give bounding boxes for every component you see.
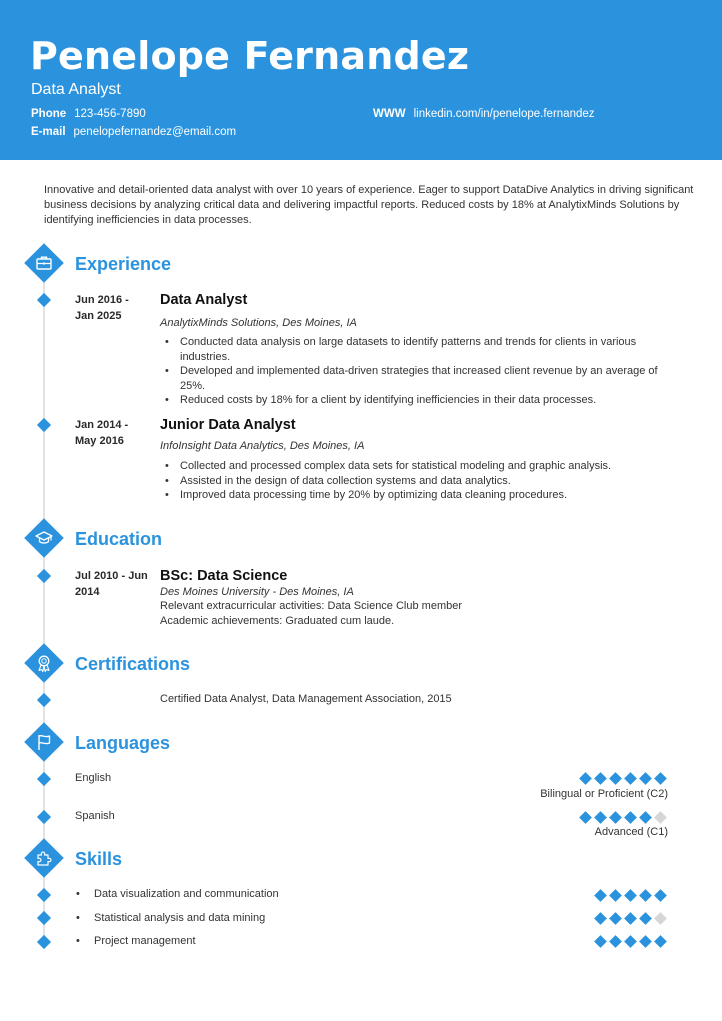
candidate-role: Data Analyst — [31, 81, 121, 98]
education-activities: Relevant extracurricular activities: Data Science Club member — [160, 600, 463, 612]
flag-icon — [34, 732, 54, 752]
timeline-dot — [37, 772, 51, 786]
job-date-start: Jun 2016 - — [75, 294, 129, 306]
profile-summary: Innovative and detail-oriented data analyst with over 10 years of experience. Eager to support DataDive Analytics in driving significant business decisions by analyzing critical data and delivering impactful reports. Reduced costs by 18% at AnalytixMinds Solutions by identifying inefficiencies in data processes. — [44, 184, 694, 226]
rating-diamond-filled — [654, 889, 667, 902]
certifications-heading: Certifications — [75, 654, 191, 674]
certifications-section-icon — [24, 643, 64, 683]
rating-diamond-filled — [594, 889, 607, 902]
skill-name: Statistical analysis and data mining — [94, 912, 266, 924]
header-banner — [0, 0, 722, 160]
rating-diamond-filled — [654, 935, 667, 948]
puzzle-piece-icon — [34, 848, 54, 868]
rating-diamond-filled — [654, 772, 667, 785]
rating-diamond-filled — [579, 772, 592, 785]
timeline-dot — [37, 293, 51, 307]
degree-title: BSc: Data Science — [160, 568, 288, 584]
job-bullet: • Improved data processing time by 20% by optimizing data cleaning procedures. — [160, 488, 680, 503]
skill-rating — [594, 912, 666, 924]
rating-diamond-filled — [594, 935, 607, 948]
job-bullet: • Developed and implemented data-driven strategies that increased client revenue by an average of 25%. — [160, 364, 680, 393]
timeline-dot — [37, 418, 51, 432]
phone-label: Phone — [31, 108, 67, 120]
timeline-dot — [37, 935, 51, 949]
rating-diamond-filled — [609, 811, 622, 824]
job-date-end: Jan 2025 — [75, 310, 122, 322]
rating-diamond-filled — [624, 935, 637, 948]
timeline-dot — [37, 569, 51, 583]
experience-section-icon — [24, 243, 64, 283]
language-level: Advanced (C1) — [594, 826, 668, 838]
www-contact — [373, 106, 595, 122]
job-title: Junior Data Analyst — [160, 417, 296, 433]
graduation-cap-icon — [34, 528, 54, 548]
rating-diamond-filled — [639, 772, 652, 785]
education-section-icon — [24, 518, 64, 558]
rating-diamond-filled — [639, 889, 652, 902]
rating-diamond-filled — [579, 811, 592, 824]
rating-diamond-filled — [624, 772, 637, 785]
job-bullet: • Collected and processed complex data sets for statistical modeling and graphic analysis. — [160, 459, 680, 474]
rating-diamond-filled — [609, 935, 622, 948]
job-bullet: • Reduced costs by 18% for a client by identifying inefficiencies in their data processes. — [160, 393, 680, 408]
skill-rating — [594, 935, 666, 947]
certification-item: Certified Data Analyst, Data Management Association, 2015 — [160, 693, 452, 705]
languages-heading: Languages — [75, 733, 171, 753]
timeline-dot — [37, 911, 51, 925]
briefcase-icon — [34, 253, 54, 273]
education-date-start: Jul 2010 - Jun — [75, 570, 148, 582]
education-heading: Education — [75, 529, 163, 549]
language-name: English — [75, 772, 112, 784]
skill-name: Project management — [94, 935, 196, 947]
job-company: InfoInsight Data Analytics, Des Moines, IA — [160, 440, 365, 452]
skill-name: Data visualization and communication — [94, 888, 279, 900]
phone-contact — [31, 106, 146, 122]
rating-diamond-filled — [594, 811, 607, 824]
rating-diamond-filled — [609, 772, 622, 785]
job-date — [75, 292, 129, 324]
award-ribbon-icon — [34, 653, 54, 673]
rating-diamond-empty — [654, 811, 667, 824]
rating-diamond-filled — [624, 889, 637, 902]
education-date — [75, 568, 148, 600]
www-value[interactable]: linkedin.com/in/penelope.fernandez — [413, 108, 595, 120]
rating-diamond-filled — [594, 912, 607, 925]
rating-diamond-filled — [609, 912, 622, 925]
rating-diamond-filled — [624, 912, 637, 925]
education-achievements: Academic achievements: Graduated cum laude. — [160, 615, 395, 627]
job-company: AnalytixMinds Solutions, Des Moines, IA — [160, 317, 357, 329]
job-bullet: • Assisted in the design of data collection systems and data analytics. — [160, 474, 680, 489]
rating-diamond-filled — [594, 772, 607, 785]
job-bullets — [160, 459, 680, 503]
language-name: Spanish — [75, 810, 115, 822]
rating-diamond-filled — [639, 912, 652, 925]
job-bullet: • Conducted data analysis on large datasets to identify patterns and trends for clients in various industries. — [160, 335, 680, 364]
rating-diamond-filled — [624, 811, 637, 824]
skills-heading: Skills — [75, 849, 123, 869]
phone-value: 123-456-7890 — [74, 108, 146, 120]
rating-diamond-filled — [609, 889, 622, 902]
experience-heading: Experience — [75, 254, 172, 274]
job-date-start: Jan 2014 - — [75, 419, 129, 431]
language-level: Bilingual or Proficient (C2) — [540, 788, 668, 800]
rating-diamond-filled — [639, 811, 652, 824]
email-contact — [31, 124, 236, 140]
education-date-end: 2014 — [75, 586, 100, 598]
timeline-dot — [37, 888, 51, 902]
language-rating — [579, 772, 666, 784]
job-date — [75, 417, 128, 449]
skill-item: • Data visualization and communication — [76, 888, 279, 900]
email-value[interactable]: penelopefernandez@email.com — [73, 126, 237, 138]
timeline-dot — [37, 693, 51, 707]
timeline-dot — [37, 810, 51, 824]
job-bullets — [160, 335, 680, 408]
languages-section-icon — [24, 722, 64, 762]
school-name: Des Moines University - Des Moines, IA — [160, 586, 354, 598]
www-label: WWW — [373, 108, 406, 120]
rating-diamond-filled — [639, 935, 652, 948]
skill-rating — [594, 889, 666, 901]
skill-item: • Statistical analysis and data mining — [76, 912, 266, 924]
job-title: Data Analyst — [160, 292, 248, 308]
skills-section-icon — [24, 838, 64, 878]
language-rating — [579, 811, 666, 823]
skill-item: • Project management — [76, 935, 196, 947]
job-date-end: May 2016 — [75, 435, 124, 447]
rating-diamond-empty — [654, 912, 667, 925]
candidate-name: Penelope Fernandez — [30, 34, 470, 78]
email-label: E-mail — [31, 126, 66, 138]
